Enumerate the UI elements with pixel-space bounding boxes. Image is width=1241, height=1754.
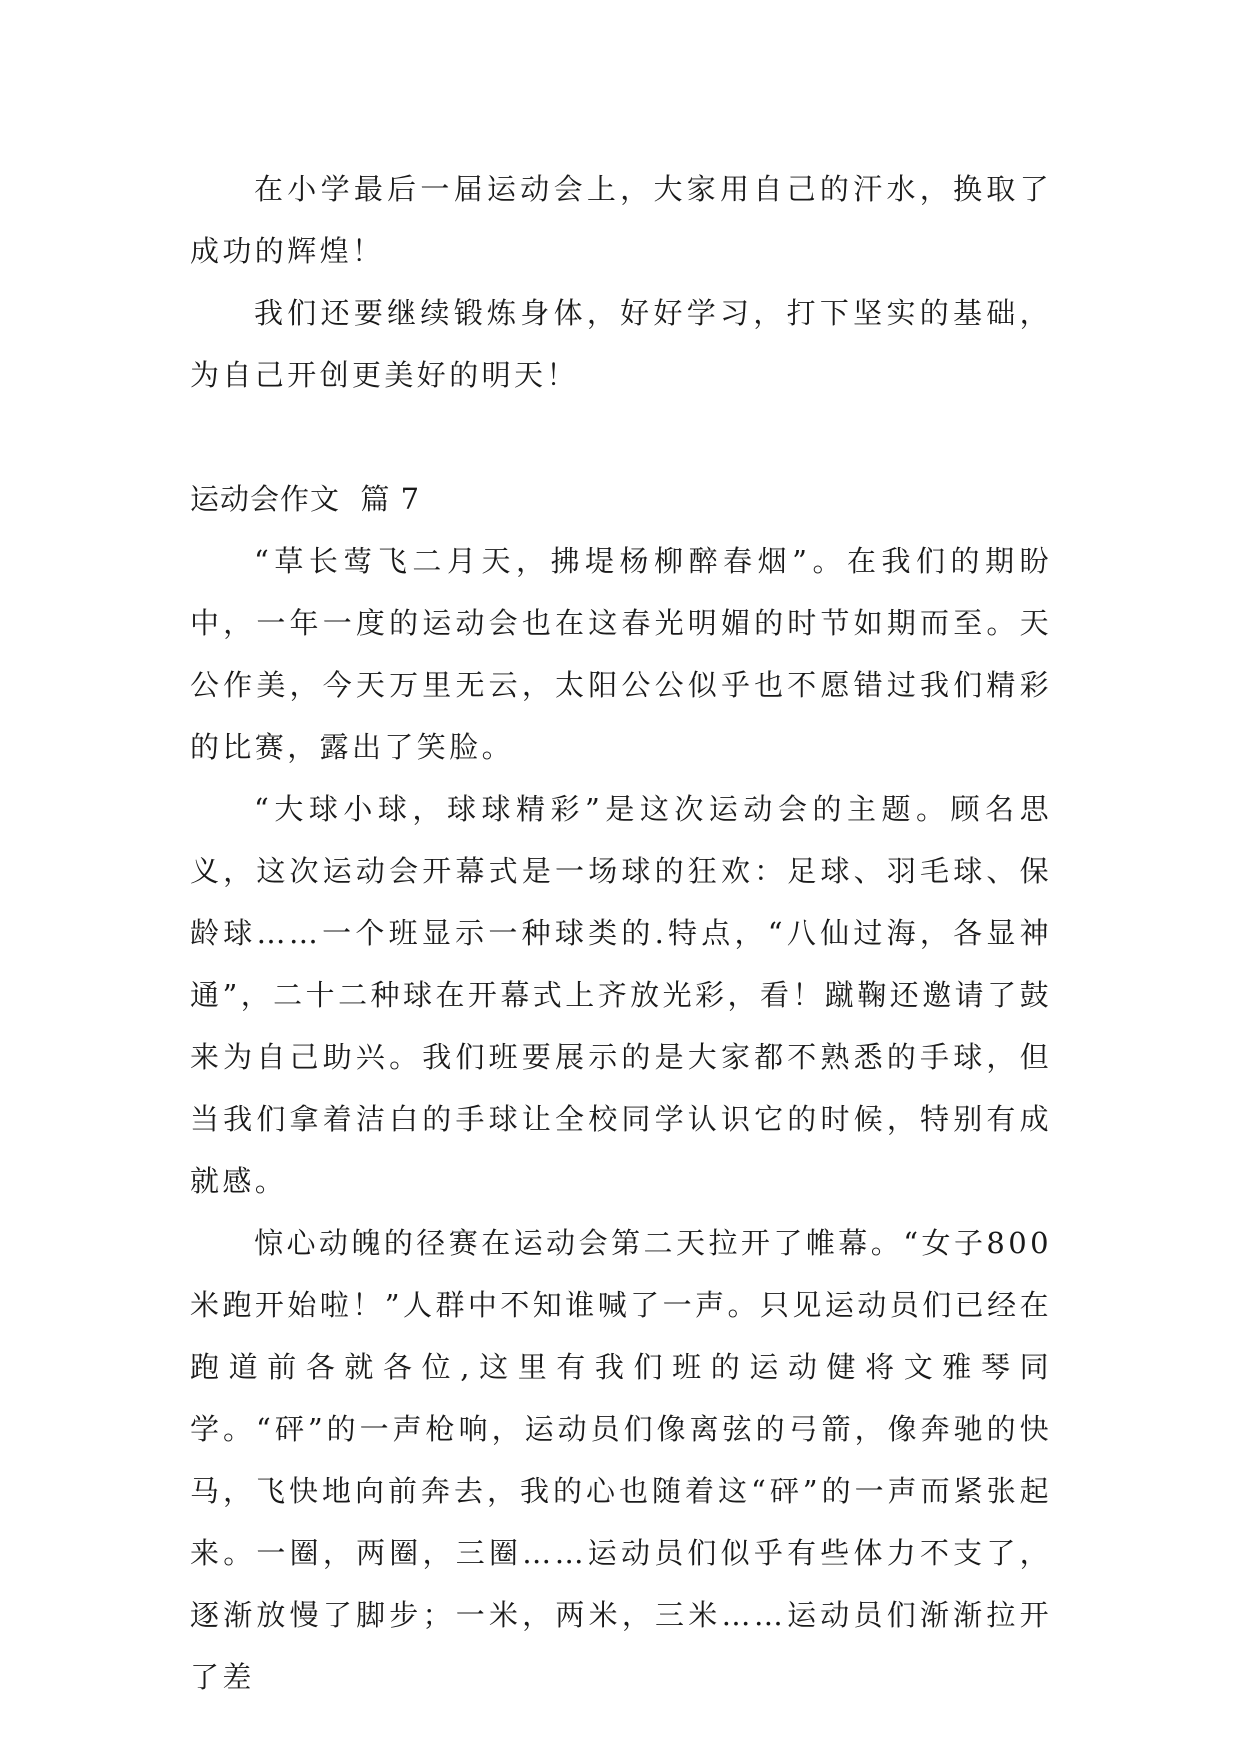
paragraph: 惊心动魄的径赛在运动会第二天拉开了帷幕。“女子800米跑开始啦！”人群中不知谁喊了一声。只见运动员们已经在跑道前各就各位,这里有我们班的运动健将文雅琴同学。“砰”的一声枪响，运动员们像离弦的弓箭，像奔驰的快马，飞快地向前奔去，我的心也随着这“砰”的一声而紧张起来。一圈，两圈，三圈……运动员们似乎有些体力不支了，逐渐放慢了脚步；一米，两米，三米……运动员们渐渐拉开了差 [190, 1226, 1052, 1694]
paragraph: “大球小球，球球精彩”是这次运动会的主题。顾名思义，这次运动会开幕式是一场球的狂欢：足球、羽毛球、保龄球……一个班显示一种球类的.特点，“八仙过海，各显神通”，二十二种球在开幕式上齐放光彩，看！蹴鞠还邀请了鼓来为自己助兴。我们班要展示的是大家都不熟悉的手球，但当我们拿着洁白的手球让全校同学认识它的时候，特别有成就感。 [190, 792, 1052, 1198]
document-page [190, 158, 1052, 1708]
section-spacer [190, 406, 1052, 468]
section-heading: 运动会作文 篇 7 [190, 482, 421, 516]
paragraph: 我们还要继续锻炼身体，好好学习，打下坚实的基础，为自己开创更美好的明天！ [190, 296, 1052, 392]
paragraph: “草长莺飞二月天，拂堤杨柳醉春烟”。在我们的期盼中，一年一度的运动会也在这春光明媚的时节如期而至。天公作美，今天万里无云，太阳公公似乎也不愿错过我们精彩的比赛，露出了笑脸。 [190, 544, 1052, 764]
paragraph: 在小学最后一届运动会上，大家用自己的汗水，换取了成功的辉煌！ [190, 172, 1052, 268]
